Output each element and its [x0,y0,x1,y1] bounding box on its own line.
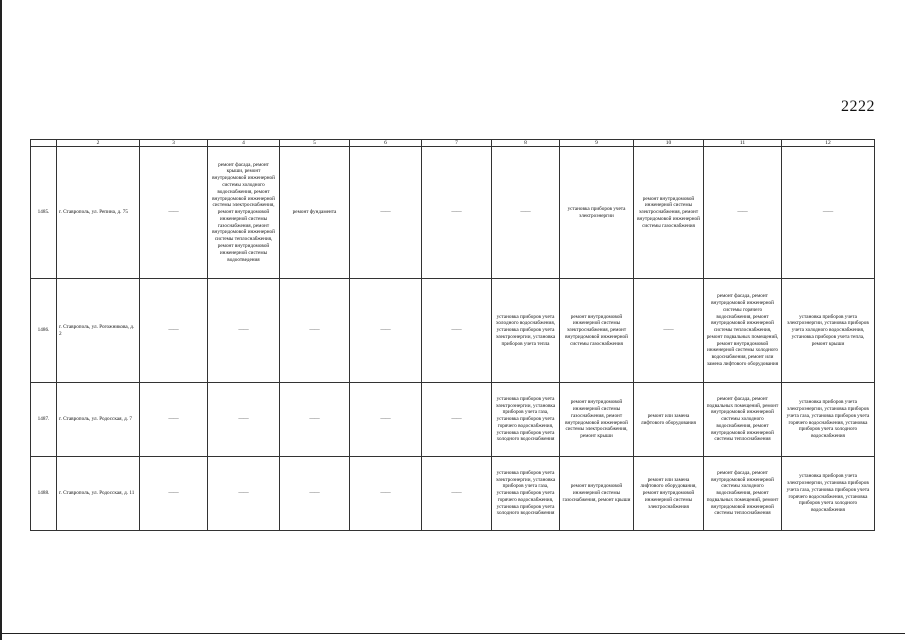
address-cell: г. Ставрополь, ул. Рогожникова, д. 2 [57,279,140,383]
work-cell: установка приборов учета холодного водоснабжения, установка приборов учета электроэнергии, установка приборов учета тепла [492,279,560,383]
dash-cell: —— [140,279,208,383]
row-number: 1485. [31,147,57,279]
column-header: 9 [560,140,634,147]
dash-cell: —— [280,457,350,531]
row-number: 1488. [31,457,57,531]
table-row [31,457,875,531]
column-number-row [31,140,875,147]
column-header: 8 [492,140,560,147]
dash-cell: —— [350,279,422,383]
repair-schedule-table [30,139,875,531]
table-row [31,147,875,279]
column-header: 6 [350,140,422,147]
work-cell: ремонт фасада, ремонт крыши, ремонт внутридомовой инженерной системы холодного водоснабжения, ремонт внутридомовой инженерной системы электроснабжения, ремонт внутридомовой инженерной системы газоснабжения, ремонт внутридомовой инженерной системы теплоснабжения, ремонт внутридомовой инженерной системы водоотведения [208,147,280,279]
dash-cell: —— [140,383,208,457]
dash-cell: —— [634,279,704,383]
address-cell: г. Ставрополь, ул. Родосская, д. 11 [57,457,140,531]
page-number: 2222 [841,98,875,115]
column-header: 5 [280,140,350,147]
dash-cell: —— [350,457,422,531]
column-header: 11 [704,140,782,147]
dash-cell: —— [280,279,350,383]
dash-cell: —— [422,383,492,457]
column-header: 12 [782,140,875,147]
work-cell: ремонт внутридомовой инженерной системы газоснабжения, ремонт крыши [560,457,634,531]
column-header: 3 [140,140,208,147]
dash-cell: —— [140,147,208,279]
work-cell: установка приборов учета электроэнергии [560,147,634,279]
work-cell: ремонт фундамента [280,147,350,279]
column-header: 4 [208,140,280,147]
dash-cell: —— [280,383,350,457]
work-cell: установка приборов учета электроэнергии, установка приборов учета газа, установка приборов учета горячего водоснабжения, установка приборов учета холодного водоснабжения [782,383,875,457]
work-cell: ремонт внутридомовой инженерной системы электроснабжения, ремонт внутридомовой инженерной системы газоснабжения [560,279,634,383]
dash-cell: —— [208,279,280,383]
work-cell: установка приборов учета электроэнергии, установка приборов учета газа, установка приборов учета горячего водоснабжения, установка приборов учета холодного водоснабжения [782,457,875,531]
scan-bottom-border [0,633,905,634]
row-number: 1487. [31,383,57,457]
dash-cell: —— [422,457,492,531]
work-cell: ремонт внутридомовой инженерной системы электроснабжения, ремонт внутридомовой инженерной системы газоснабжения [634,147,704,279]
row-number: 1486. [31,279,57,383]
dash-cell: —— [422,279,492,383]
address-cell: г. Ставрополь, ул. Родосская, д. 7 [57,383,140,457]
column-header: 10 [634,140,704,147]
table-row [31,279,875,383]
work-cell: ремонт внутридомовой инженерной системы газоснабжения, ремонт внутридомовой инженерной системы электроснабжения, ремонт крыши [560,383,634,457]
dash-cell: —— [350,383,422,457]
work-cell: установка приборов учета электроэнергии, установка приборов учета газа, установка приборов учета горячего водоснабжения, установка приборов учета холодного водоснабжения [492,457,560,531]
scan-left-border [0,0,2,640]
dash-cell: —— [422,147,492,279]
column-header [31,140,57,147]
column-header: 7 [422,140,492,147]
dash-cell: —— [208,457,280,531]
work-cell: установка приборов учета электроэнергии, установка приборов учета газа, установка приборов учета горячего водоснабжения, установка приборов учета холодного водоснабжения [492,383,560,457]
work-cell: ремонт или замена лифтового оборудования, ремонт внутридомовой инженерной системы электроснабжения [634,457,704,531]
address-cell: г. Ставрополь, ул. Репина, д. 75 [57,147,140,279]
table-row [31,383,875,457]
dash-cell: —— [208,383,280,457]
dash-cell: —— [140,457,208,531]
column-header: 2 [57,140,140,147]
dash-cell: —— [492,147,560,279]
work-cell: ремонт фасада, ремонт подвальных помещений, ремонт внутридомовой инженерной системы холодного водоснабжения, ремонт внутридомовой инженерной системы теплоснабжения [704,383,782,457]
dash-cell: —— [782,147,875,279]
work-cell: ремонт фасада, ремонт внутридомовой инженерной системы холодного водоснабжения, ремонт подвальных помещений, ремонт внутридомовой инженерной системы теплоснабжения [704,457,782,531]
work-cell: ремонт или замена лифтового оборудования [634,383,704,457]
work-cell: ремонт фасада, ремонт внутридомовой инженерной системы горячего водоснабжения, ремонт внутридомовой инженерной системы теплоснабжения, ремонт подвальных помещений, ремонт внутридомовой инженерной системы холодного водоснабжения, ремонт или замена лифтового оборудования [704,279,782,383]
dash-cell: —— [704,147,782,279]
work-cell: установка приборов учета электроэнергии, установка приборов учета холодного водоснабжения, установка приборов учета тепла, ремонт крыши [782,279,875,383]
dash-cell: —— [350,147,422,279]
